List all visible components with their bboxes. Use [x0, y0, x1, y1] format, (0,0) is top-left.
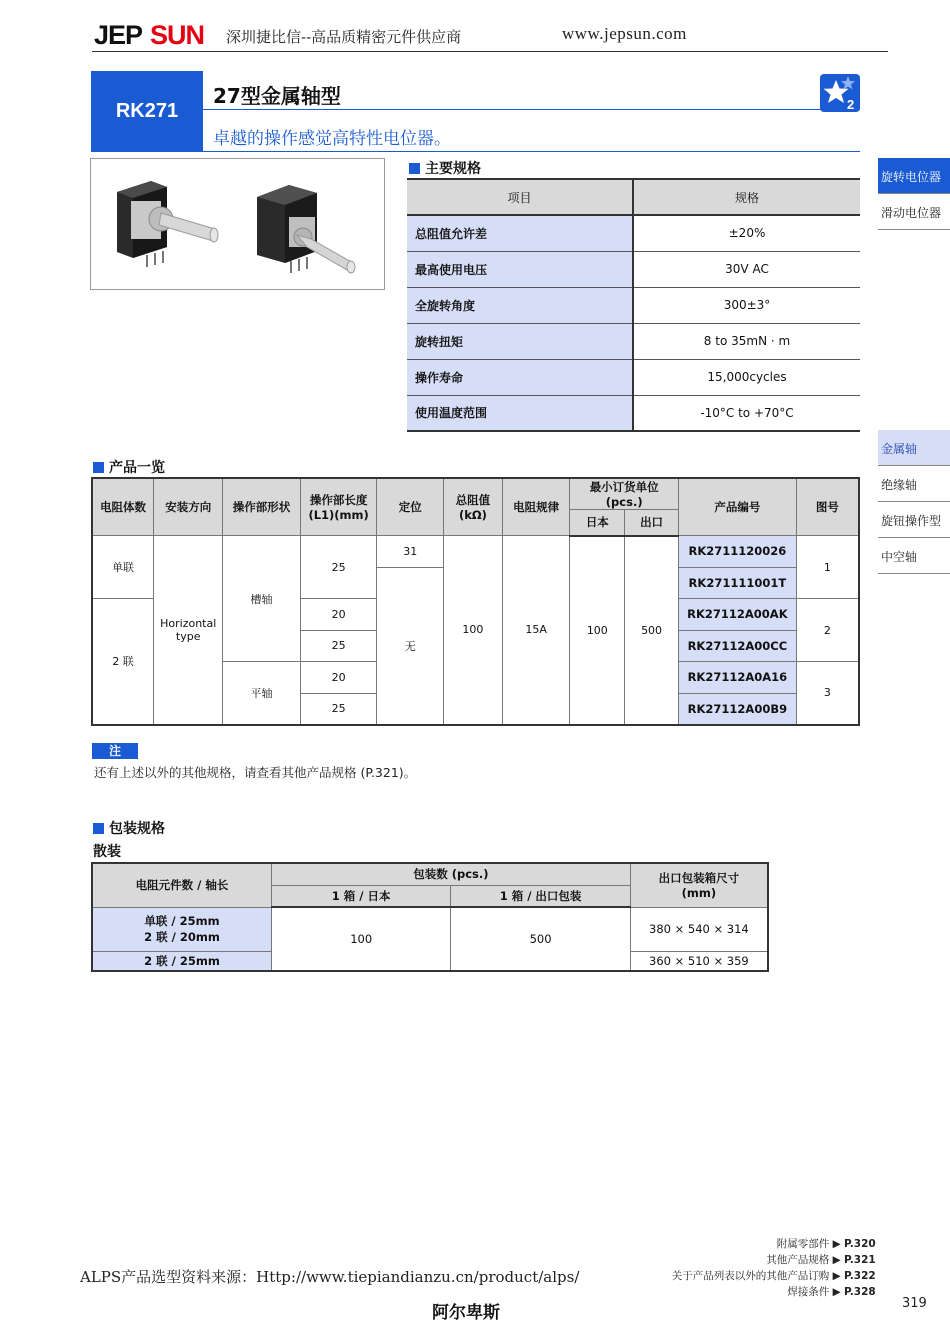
cell-length: 20 [300, 662, 377, 694]
cell-part-no: RK2711120026 [678, 536, 796, 568]
table-row [92, 478, 859, 510]
footer-link-label: 附属零部件 [776, 1238, 830, 1250]
cell-units: 单联 [92, 536, 154, 599]
square-bullet-icon [93, 823, 104, 834]
spec-key: 操作寿命 [407, 359, 633, 395]
spec-value: 15,000cycles [633, 359, 860, 395]
spec-heading-text: 主要规格 [425, 161, 481, 177]
footer-link-page: P.328 [844, 1286, 876, 1298]
col-min-order: 最小订货单位 (pcs.) [570, 478, 678, 510]
pack-units-line1: 单联 / 25mm [144, 914, 220, 928]
cell-drawing: 2 [796, 599, 859, 662]
page-number: 319 [902, 1296, 927, 1311]
cell-shape: 平轴 [223, 662, 300, 725]
logo-sun: SUN [150, 20, 205, 50]
spec-key: 最高使用电压 [407, 251, 633, 287]
table-row [407, 395, 860, 431]
table-row [407, 323, 860, 359]
footer-link-label: 焊接条件 [787, 1286, 830, 1298]
products-heading-text: 产品一览 [109, 460, 165, 476]
spec-value: 30V AC [633, 251, 860, 287]
cell-detent: 31 [377, 536, 444, 568]
pack-col-qty: 包装数 (pcs.) [271, 863, 630, 885]
title-bottom-divider [203, 151, 860, 152]
footer-link[interactable]: 关于产品列表以外的其他产品订购 ▶ P.322 [650, 1268, 888, 1284]
star-badge-graphic [820, 74, 860, 112]
footer-source[interactable]: ALPS产品选型资料来源：Http://www.tiepiandianzu.cn/product/alps/ [80, 1268, 580, 1286]
cell-length: 20 [300, 599, 377, 631]
footer-links [650, 1236, 888, 1300]
spec-key: 全旋转角度 [407, 287, 633, 323]
packaging-heading [93, 818, 165, 838]
packaging-subheading: 散装 [93, 844, 121, 860]
col-detent: 定位 [377, 478, 444, 536]
logo-jep: JEP [94, 20, 143, 50]
potentiometer-illustration [91, 159, 384, 289]
table-row [407, 179, 860, 215]
cell-drawing: 1 [796, 536, 859, 599]
cell-part-no: RK271111001T [678, 567, 796, 599]
footer-link[interactable]: 焊接条件 ▶ P.328 [650, 1284, 888, 1300]
col-length [300, 478, 377, 536]
footer-link[interactable]: 附属零部件 ▶ P.320 [650, 1236, 888, 1252]
note-badge: 注 [92, 743, 138, 759]
col-shape: 操作部形状 [223, 478, 300, 536]
note-text: 还有上述以外的其他规格，请查看其他产品规格 (P.321)。 [94, 765, 417, 780]
spec-value: ±20% [633, 215, 860, 251]
spec-table [407, 178, 860, 432]
cell-part-no: RK27112A00CC [678, 630, 796, 662]
side-tab-knob-type[interactable]: 旋钮操作型 [878, 502, 950, 538]
col-length-label: 操作部长度 [309, 493, 368, 507]
page-title: 27型金属轴型 [213, 84, 341, 108]
side-tab-metal-shaft[interactable]: 金属轴 [878, 430, 950, 466]
col-taper: 电阻规律 [502, 478, 570, 536]
table-row [407, 251, 860, 287]
pack-cell-size: 360 × 510 × 359 [630, 951, 768, 971]
cell-length: 25 [300, 630, 377, 662]
header-url[interactable]: www.jepsun.com [562, 24, 687, 43]
col-resistance-unit: (kΩ) [458, 508, 487, 522]
table-row [407, 359, 860, 395]
table-row [92, 907, 768, 951]
spec-heading [409, 158, 481, 178]
pack-cell-size: 380 × 540 × 314 [630, 907, 768, 951]
col-drawing: 图号 [796, 478, 859, 536]
spec-key: 使用温度范围 [407, 395, 633, 431]
side-nav-shaft [878, 430, 950, 574]
cell-part-no: RK27112A00B9 [678, 693, 796, 725]
col-length-unit: (L1)(mm) [308, 508, 369, 522]
product-photo [90, 158, 385, 290]
cell-part-no: RK27112A00AK [678, 599, 796, 631]
cell-length: 25 [300, 536, 377, 599]
side-tab-insulated-shaft[interactable]: 绝缘轴 [878, 466, 950, 502]
spec-value: -10°C to +70°C [633, 395, 860, 431]
product-table [91, 477, 860, 726]
model-code: RK271 [91, 71, 203, 152]
cell-shape: 槽轴 [223, 536, 300, 662]
pack-cell-units [92, 907, 271, 951]
table-row [92, 863, 768, 885]
spec-key: 总阻值允许差 [407, 215, 633, 251]
page-subtitle: 卓越的操作感觉高特性电位器。 [213, 129, 451, 149]
star-icon [820, 74, 860, 112]
spec-key: 旋转扭矩 [407, 323, 633, 359]
cell-japan: 100 [570, 536, 625, 725]
cell-detent: 无 [377, 567, 444, 725]
col-units: 电阻体数 [92, 478, 154, 536]
side-tab-slide[interactable]: 滑动电位器 [878, 194, 950, 230]
cell-part-no: RK27112A0A16 [678, 662, 796, 694]
spec-col-spec: 规格 [633, 179, 860, 215]
footer-brand: 阿尔卑斯 [432, 1303, 500, 1323]
table-row [92, 536, 859, 568]
col-part-no: 产品编号 [678, 478, 796, 536]
footer-link-page: P.321 [844, 1254, 876, 1266]
table-row [407, 287, 860, 323]
badge-number: 2 [847, 97, 855, 112]
cell-export: 500 [625, 536, 679, 725]
spec-col-item: 项目 [407, 179, 633, 215]
cell-drawing: 3 [796, 662, 859, 725]
pack-cell-qty-ex: 500 [451, 907, 630, 971]
col-export: 出口 [625, 510, 679, 536]
footer-link-page: P.320 [844, 1238, 876, 1250]
pack-units-line2: 2 联 / 20mm [144, 930, 220, 944]
table-row [407, 215, 860, 251]
cell-length: 25 [300, 693, 377, 725]
footer-link[interactable]: 其他产品规格 ▶ P.321 [650, 1252, 888, 1268]
footer-link-page: P.322 [844, 1270, 876, 1282]
pack-cell-qty-jp: 100 [271, 907, 450, 971]
cell-units: 2 联 [92, 599, 154, 725]
square-bullet-icon [93, 462, 104, 473]
square-bullet-icon [409, 163, 420, 174]
pack-cell-units: 2 联 / 25mm [92, 951, 271, 971]
pack-col-box-jp: 1 箱 / 日本 [271, 885, 450, 907]
pack-col-units: 电阻元件数 / 轴长 [92, 863, 271, 907]
page-header [92, 18, 888, 52]
pack-col-size: 出口包装箱尺寸 (mm) [630, 863, 768, 907]
packaging-table [91, 862, 769, 972]
side-tab-hollow-shaft[interactable]: 中空轴 [878, 538, 950, 574]
col-japan: 日本 [570, 510, 625, 536]
col-resistance-label: 总阻值 [455, 493, 491, 507]
title-divider [203, 109, 860, 110]
cell-direction: Horizontal type [154, 536, 223, 725]
footer-link-label: 其他产品规格 [766, 1254, 830, 1266]
spec-value: 8 to 35mN · m [633, 323, 860, 359]
spec-value: 300±3° [633, 287, 860, 323]
cell-taper: 15A [502, 536, 570, 725]
pack-col-box-ex: 1 箱 / 出口包装 [451, 885, 630, 907]
side-tab-rotary[interactable]: 旋转电位器 [878, 158, 950, 194]
products-heading [93, 457, 165, 477]
cell-resistance: 100 [444, 536, 503, 725]
header-subtitle: 深圳捷比信--高品质精密元件供应商 [226, 28, 462, 46]
side-nav-rotary [878, 158, 950, 230]
footer-link-label: 关于产品列表以外的其他产品订购 [671, 1270, 830, 1282]
col-direction: 安装方向 [154, 478, 223, 536]
packaging-heading-text: 包装规格 [109, 821, 165, 837]
col-resistance [444, 478, 503, 536]
